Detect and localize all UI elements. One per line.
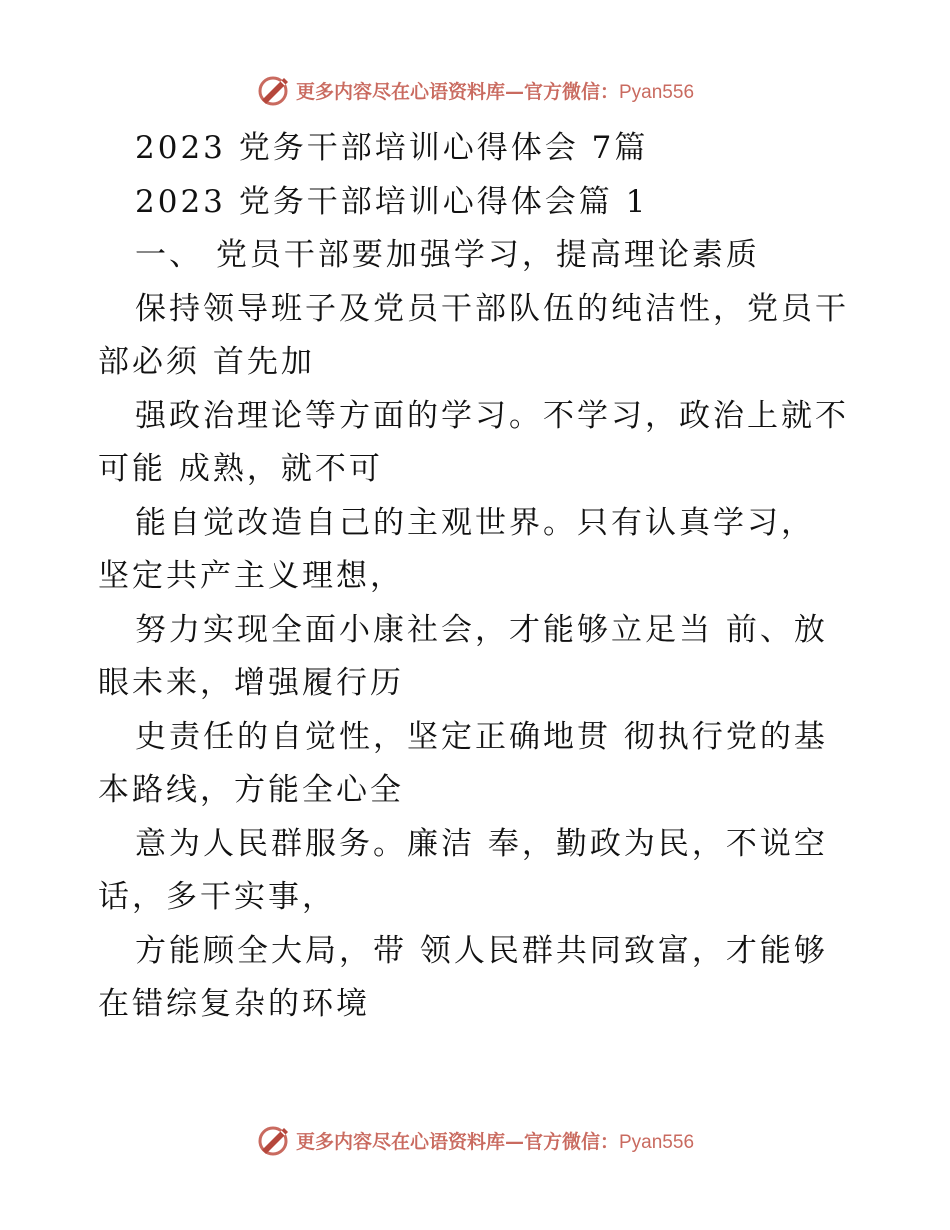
pen-circle-logo-icon (256, 72, 292, 108)
wechat-id: Pyan556 (619, 81, 695, 103)
text-line: 意为人民群服务。廉洁 奉，勤政为民，不说空 (135, 825, 828, 862)
text-line: 本路线，方能全心全 (98, 772, 404, 808)
text-line: 努力实现全面小康社会，才能够立足当 前、放 (135, 611, 828, 648)
text-line: 可能 成熟，就不可 (98, 451, 383, 487)
text-line: 话，多干实事， (98, 879, 336, 915)
text-line: 强政治理论等方面的学习。不学习，政治上就不 (135, 397, 849, 434)
text-line: 眼未来，增强履行历 (98, 665, 404, 701)
text-line: 2023 党务干部培训心得体会篇 1 (135, 183, 649, 220)
text-line: 方能顾全大局，带 领人民群共同致富，才能够 (135, 932, 828, 969)
pen-circle-logo-icon (256, 1122, 292, 1158)
wechat-id: Pyan556 (619, 1131, 695, 1153)
footer-banner (0, 1120, 950, 1160)
text-line: 保持领导班子及党员干部队伍的纯洁性，党员干 (135, 290, 849, 327)
text-line: 在错综复杂的环境 (98, 986, 370, 1022)
banner-text: 更多内容尽在心语资料库—官方微信：Pyan556 (295, 1130, 695, 1153)
document-body (98, 122, 858, 1032)
text-line: 2023 党务干部培训心得体会 7篇 (135, 130, 649, 166)
text-line: 能自觉改造自己的主观世界。只有认真学习， (135, 504, 815, 541)
header-banner (0, 70, 950, 110)
text-line: 一、 党员干部要加强学习，提高理论素质 (135, 237, 760, 273)
text-line: 部必须 首先加 (98, 344, 315, 380)
banner-text: 更多内容尽在心语资料库—官方微信：Pyan556 (295, 80, 695, 103)
text-line: 史责任的自觉性，坚定正确地贯 彻执行党的基 (135, 718, 828, 755)
text-line: 坚定共产主义理想， (98, 558, 404, 594)
